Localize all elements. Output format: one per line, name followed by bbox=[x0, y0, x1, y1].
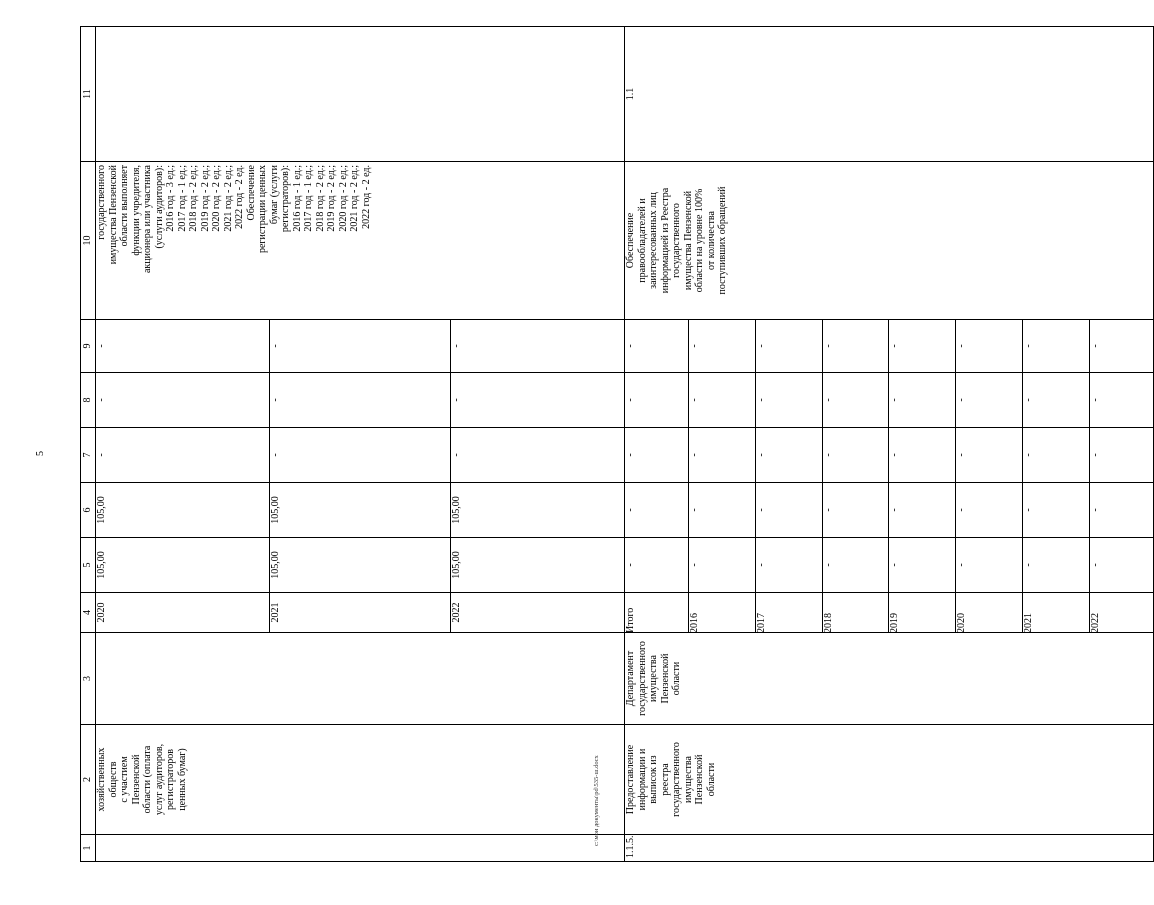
sub-cell: - bbox=[451, 344, 462, 348]
col5-cell bbox=[96, 538, 625, 593]
sub-table bbox=[96, 537, 624, 593]
sub-cell: - bbox=[956, 427, 1023, 483]
years-cell bbox=[96, 593, 625, 633]
col9-cell bbox=[96, 320, 625, 373]
sub-cell: - bbox=[756, 372, 823, 428]
years-cell bbox=[625, 593, 1154, 633]
sub-cell: - bbox=[269, 319, 450, 373]
sub-cell: - bbox=[889, 537, 956, 593]
sub-table bbox=[96, 319, 624, 373]
sub-cell: - bbox=[956, 482, 1023, 538]
sub-cell: - bbox=[96, 319, 269, 373]
sub-cell: 2020 bbox=[956, 592, 1023, 633]
program-table bbox=[80, 26, 1154, 862]
sub-cell: - bbox=[689, 482, 756, 538]
sub-cell: 105,00 bbox=[269, 482, 450, 538]
sub-table bbox=[96, 427, 624, 483]
sub-cell: - bbox=[451, 453, 462, 457]
indicator-text: государственного имущества Пензенской области выполняет функции учредителя, акционера или участника (услуги аудиторов): 2016 год - 3 ед.; 2017 год - 1 ед.; 2018 год - 2 ед.; 2019 год - 2 ед.; 2020 год - 2 ед.; 2021 год - 2 ед.; 2022 год - 2 ед. Обеспечение регистрации ценных бумаг (услуги регистраторов): 2016 год - 1 ед.; 2017 год - 1 ед.; 2018 год - 2 ед.; 2019 год - 2 ед.; 2020 год - 2 ед.; 2021 год - 2 ед.; 2022 год - 2 ед. bbox=[96, 162, 625, 320]
sub-cell: - bbox=[822, 427, 889, 483]
footer-path: c:\мои документы\pd\535-ш.docx bbox=[593, 755, 600, 846]
col6-cell bbox=[625, 483, 1154, 538]
responsible: Департамент государственного имущества Пензенской области bbox=[625, 633, 1154, 725]
sub-cell: - bbox=[625, 482, 689, 538]
indicator-text: Обеспечение правообладателей и заинтересованных лиц информацией из Реестра государственного имущества Пензенской области на уровне 100% от количества поступивших обращений bbox=[625, 162, 1154, 320]
col8-cell bbox=[625, 373, 1154, 428]
event-name: хозяйственных обществ с участием Пензенской области (оплата услуг аудиторов, регистраторов ценных бумаг) bbox=[96, 725, 625, 835]
sub-table bbox=[96, 372, 624, 428]
sub-cell: - bbox=[625, 319, 689, 373]
event-name: Предоставление информации и выписок из реестра государственного имущества Пензенской области bbox=[625, 725, 1154, 835]
table-row bbox=[625, 27, 1154, 862]
sub-cell: - bbox=[625, 537, 689, 593]
row-number: 1.1.5. bbox=[625, 835, 1154, 862]
sub-cell: - bbox=[269, 372, 450, 428]
header-cell: 8 bbox=[81, 373, 96, 428]
row-number bbox=[96, 835, 625, 862]
col8-cell bbox=[96, 373, 625, 428]
header-row bbox=[81, 27, 96, 862]
header-cell: 6 bbox=[81, 483, 96, 538]
responsible bbox=[96, 633, 625, 725]
sub-cell: - bbox=[1022, 319, 1089, 373]
sub-cell: 105,00 bbox=[96, 537, 269, 593]
header-cell: 1 bbox=[81, 835, 96, 862]
sub-cell: - bbox=[756, 319, 823, 373]
indicator-link bbox=[96, 27, 625, 162]
sub-cell: - bbox=[96, 372, 269, 428]
sub-cell: - bbox=[756, 482, 823, 538]
sub-cell: - bbox=[889, 372, 956, 428]
sub-cell: 2022 bbox=[451, 602, 462, 623]
sub-cell: 2020 bbox=[96, 592, 269, 633]
sub-cell: - bbox=[1089, 398, 1101, 402]
col5-cell bbox=[625, 538, 1154, 593]
header-cell: 2 bbox=[81, 725, 96, 835]
col7-cell bbox=[625, 428, 1154, 483]
sub-cell: - bbox=[1089, 508, 1101, 512]
sub-cell: - bbox=[689, 372, 756, 428]
header-cell: 3 bbox=[81, 633, 96, 725]
sub-cell: - bbox=[689, 319, 756, 373]
sub-cell: 2017 bbox=[756, 592, 823, 633]
indicator-link: 1.1 bbox=[625, 27, 1154, 162]
sub-cell: - bbox=[822, 537, 889, 593]
header-cell: 11 bbox=[81, 27, 96, 162]
sub-cell: - bbox=[96, 427, 269, 483]
sub-cell: - bbox=[1022, 372, 1089, 428]
sub-table bbox=[96, 592, 624, 633]
sub-cell: - bbox=[269, 427, 450, 483]
sub-table bbox=[625, 592, 1153, 633]
sub-cell: - bbox=[822, 319, 889, 373]
col7-cell bbox=[96, 428, 625, 483]
sub-cell: - bbox=[756, 427, 823, 483]
sub-cell: - bbox=[1022, 427, 1089, 483]
col9-cell bbox=[625, 320, 1154, 373]
sub-cell: - bbox=[822, 482, 889, 538]
sub-cell: 2018 bbox=[822, 592, 889, 633]
sub-cell: 105,00 bbox=[451, 496, 462, 524]
header-cell: 10 bbox=[81, 162, 96, 320]
rotated-page bbox=[80, 27, 1101, 862]
sub-cell: - bbox=[889, 319, 956, 373]
sub-cell: 2016 bbox=[689, 592, 756, 633]
sub-cell: 105,00 bbox=[96, 482, 269, 538]
sub-cell: 2019 bbox=[889, 592, 956, 633]
sub-cell: - bbox=[625, 372, 689, 428]
sub-cell: 105,00 bbox=[451, 551, 462, 579]
sub-table bbox=[625, 372, 1153, 428]
header-cell: 7 bbox=[81, 428, 96, 483]
sub-cell: - bbox=[956, 537, 1023, 593]
sub-cell: - bbox=[822, 372, 889, 428]
sub-table bbox=[625, 537, 1153, 593]
sub-cell: - bbox=[889, 427, 956, 483]
header-cell: 5 bbox=[81, 538, 96, 593]
sub-cell: - bbox=[889, 482, 956, 538]
sub-table bbox=[625, 319, 1153, 373]
sub-cell: - bbox=[451, 398, 462, 402]
table-row bbox=[96, 27, 625, 862]
sub-cell: - bbox=[1022, 482, 1089, 538]
sub-cell: Итого bbox=[625, 592, 689, 633]
page-number: 5 bbox=[35, 451, 46, 456]
sub-cell: 2021 bbox=[1022, 592, 1089, 633]
sub-cell: 2022 bbox=[1089, 613, 1101, 633]
sub-cell: - bbox=[1022, 537, 1089, 593]
sub-cell: - bbox=[956, 372, 1023, 428]
sub-table bbox=[625, 482, 1153, 538]
sub-cell: 2021 bbox=[269, 592, 450, 633]
header-cell: 9 bbox=[81, 320, 96, 373]
sub-cell: - bbox=[689, 537, 756, 593]
sub-cell: - bbox=[625, 427, 689, 483]
sub-cell: - bbox=[1089, 453, 1101, 457]
sub-table bbox=[96, 482, 624, 538]
header-cell: 4 bbox=[81, 593, 96, 633]
col6-cell bbox=[96, 483, 625, 538]
sub-cell: - bbox=[1089, 344, 1101, 348]
sub-cell: - bbox=[689, 427, 756, 483]
sub-cell: - bbox=[1089, 563, 1101, 567]
sub-table bbox=[625, 427, 1153, 483]
sub-cell: - bbox=[956, 319, 1023, 373]
sub-cell: 105,00 bbox=[269, 537, 450, 593]
sub-cell: - bbox=[756, 537, 823, 593]
